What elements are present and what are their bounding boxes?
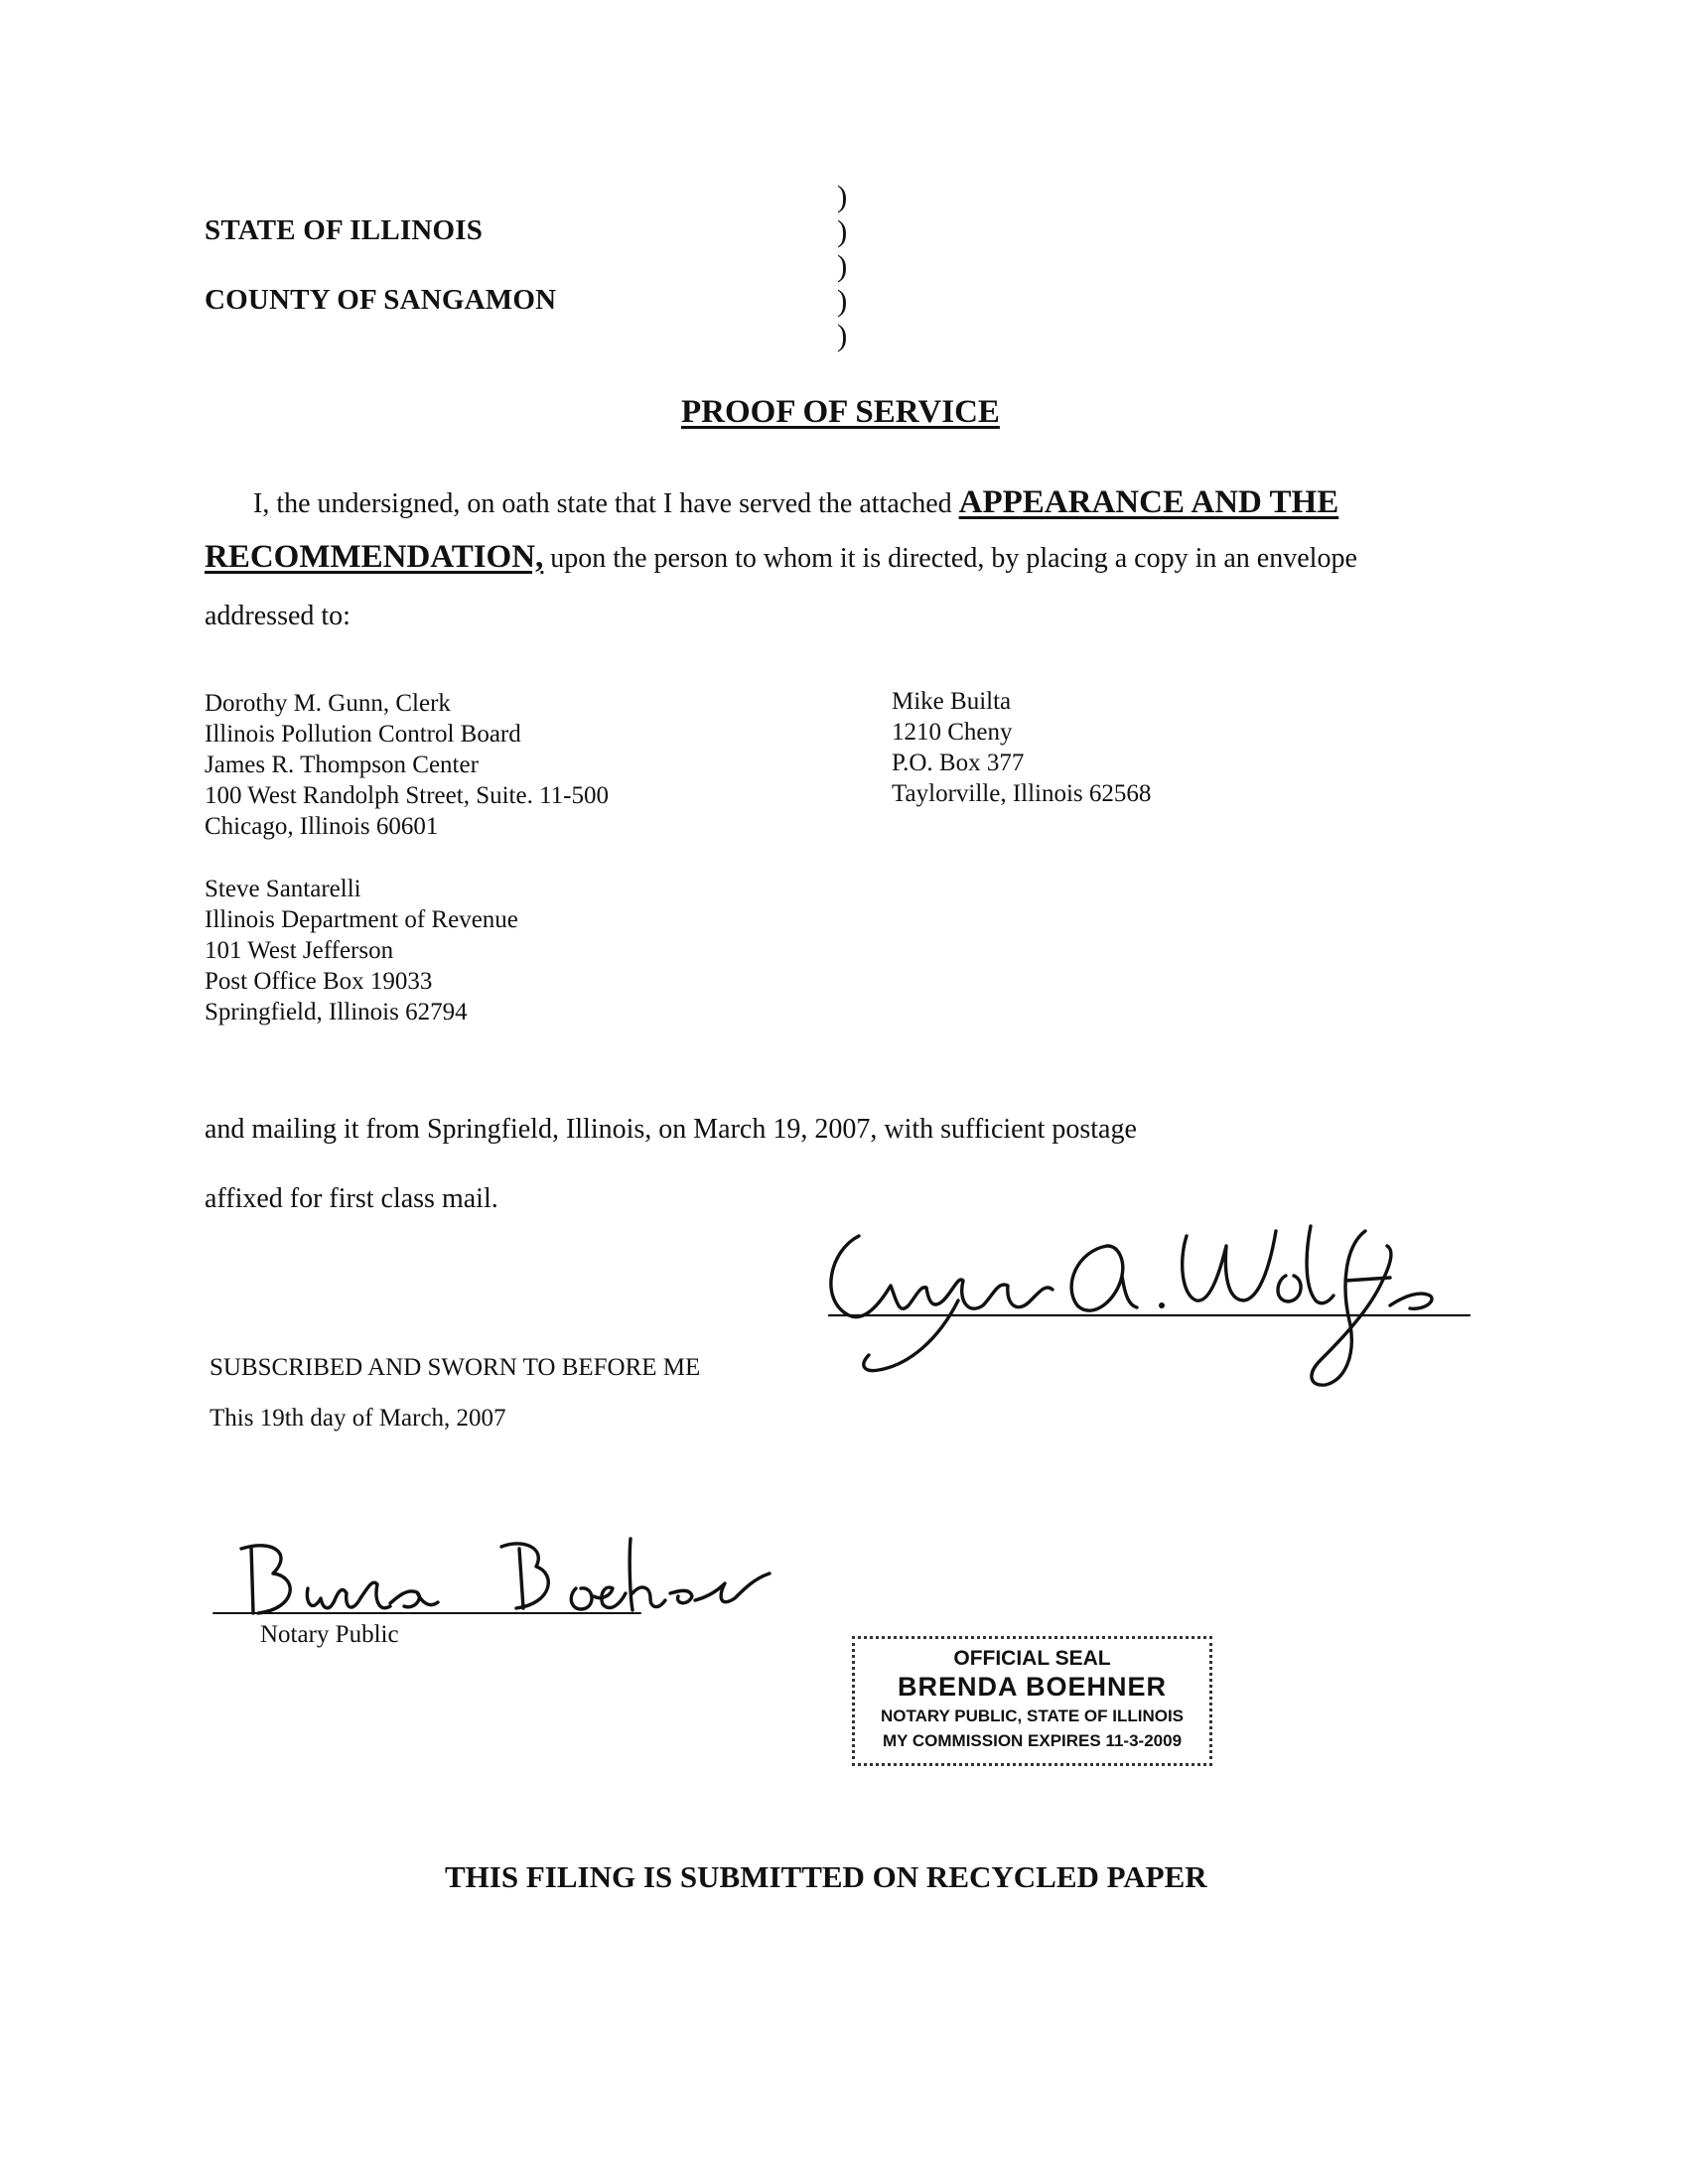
intro-text-2: upon the person to whom it is directed, by placing a copy in an envelope [543,543,1357,574]
intro-text-1: I, the undersigned, on oath state that I have served the attached [253,488,959,519]
address-line: Chicago, Illinois 60601 [205,813,439,840]
mailing-line-2: affixed for first class mail. [205,1183,498,1214]
address-block-clerk [205,688,609,842]
caption-paren: ) [837,213,848,248]
intro-line-3: addressed to: [205,601,351,631]
caption-paren: ) [837,248,848,283]
intro-emphasis-1: APPEARANCE AND THE [958,484,1339,520]
address-block-builta [892,686,1151,809]
seal-line-3: NOTARY PUBLIC, STATE OF ILLINOIS [880,1706,1185,1725]
document-title: PROOF OF SERVICE [681,394,1000,430]
caption-paren: ) [837,318,848,352]
address-line: Dorothy M. Gunn, Clerk [205,690,451,717]
address-line: Taylorville, Illinois 62568 [892,780,1152,807]
intro-line-1 [253,486,1338,520]
caption-paren: ) [837,179,848,213]
address-line: Springfield, Illinois 62794 [205,999,468,1025]
jurat-line-2: This 19th day of March, 2007 [210,1405,506,1432]
address-line: 100 West Randolph Street, Suite. 11-500 [205,782,609,809]
address-line: Illinois Pollution Control Board [205,721,521,748]
caption-county: COUNTY OF SANGAMON [205,284,557,316]
notary-signature [204,1519,809,1628]
seal-line-2: BRENDA BOEHNER [897,1672,1167,1702]
notary-public-label: Notary Public [260,1621,399,1648]
caption-state: STATE OF ILLINOIS [205,214,484,246]
seal-line-4: MY COMMISSION EXPIRES 11-3-2009 [882,1731,1183,1750]
recycled-paper-footer: THIS FILING IS SUBMITTED ON RECYCLED PAPER [445,1859,1207,1894]
address-line: Illinois Department of Revenue [205,906,518,933]
caption-parens [837,179,857,352]
address-line: James R. Thompson Center [205,751,479,778]
address-block-santarelli [205,874,518,1027]
address-line: 101 West Jefferson [205,937,394,964]
mailing-line-1: and mailing it from Springfield, Illinois, on March 19, 2007, with sufficient postage [205,1114,1137,1145]
official-seal [852,1636,1212,1766]
seal-line-1: OFFICIAL SEAL [953,1647,1111,1670]
address-line: Steve Santarelli [205,876,361,902]
address-line: 1210 Cheny [892,719,1013,746]
address-line: Post Office Box 19033 [205,968,433,995]
intro-emphasis-2: RECOMMENDATION, [205,539,544,575]
address-line: P.O. Box 377 [892,750,1025,776]
intro-line-2 [205,541,1357,575]
jurat-line-1: SUBSCRIBED AND SWORN TO BEFORE ME [210,1354,701,1381]
affiant-signature [809,1206,1474,1395]
caption-paren: ) [837,283,848,318]
address-line: Mike Builta [892,688,1012,715]
